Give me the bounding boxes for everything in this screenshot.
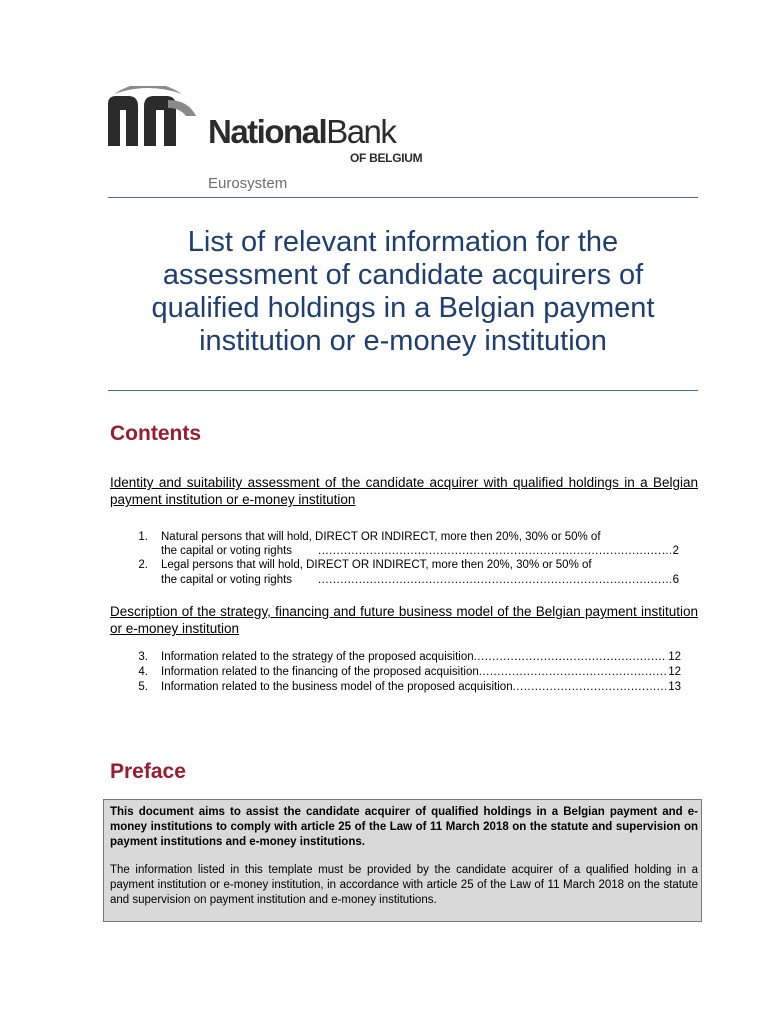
brand-name-regular: Bank [326,113,396,150]
brand-network: Eurosystem [208,175,288,192]
toc-page-number: 2 [672,545,679,557]
toc-page-number: 12 [668,651,681,663]
preface-heading: Preface [110,760,186,783]
toc-item-5[interactable] [161,680,681,694]
contents-heading: Contents [110,422,201,445]
toc-item-1-text[interactable]: Natural persons that will hold, DIRECT OR INDIRECT, more then 20%, 30% or 50% of [161,531,601,543]
toc-item-number: 2. [138,559,148,571]
toc-item-number: 4. [138,666,148,678]
toc-page-number: 13 [668,681,681,693]
title-divider [108,390,698,391]
toc-item-1-text-cont: the capital or voting rights [161,545,293,557]
brand-subtitle: OF BELGIUM [350,151,423,165]
toc-section-1-link[interactable]: Identity and suitability assessment of the candidate acquirer with qualified holdings in a Belgian payment institution or e-money institution [110,475,698,507]
toc-section-2-link[interactable]: Description of the strategy, financing and future business model of the Belgian payment institution or e-money institution [110,604,698,636]
toc-item-2-leader[interactable] [161,573,679,587]
toc-page-number: 6 [672,574,679,586]
toc-item-number: 5. [138,681,148,693]
toc-item-2-text-cont: the capital or voting rights [161,574,293,586]
nbb-logo-icon [108,86,198,146]
toc-item-3[interactable] [161,650,681,664]
toc-item-1-leader[interactable] [161,544,679,558]
toc-dot-leader [318,544,671,558]
brand-name-bold: National [208,113,327,150]
toc-item-5-text: Information related to the business model of the proposed acquisition [161,681,513,693]
toc-dot-leader [318,573,671,587]
toc-page-number: 12 [668,666,681,678]
toc-item-number: 3. [138,651,148,663]
toc-item-3-text: Information related to the strategy of the proposed acquisition [161,651,474,663]
document-title-line: institution or e-money institution [199,325,607,357]
document-title-line: qualified holdings in a Belgian payment [151,292,655,324]
preface-bold-paragraph: This document aims to assist the candidate acquirer of qualified holdings in a Belgian payment and e-money institutions to comply with article 25 of the Law of 11 March 2018 on the statute and supervision on payment institutions and e-money institutions. [110,806,698,848]
toc-dot-leader [474,650,667,664]
preface-paragraph: The information listed in this template must be provided by the candidate acquirer of a qualified holding in a payment institution or e-money institution, in accordance with article 25 of the Law of 11 March 2018 on the statute and supervision on payment institution and e-money institutions. [110,864,698,906]
toc-dot-leader [479,665,666,679]
document-title-line: List of relevant information for the [187,226,619,258]
toc-item-4-text: Information related to the financing of the proposed acquisition [161,666,479,678]
toc-item-number: 1. [138,531,148,543]
toc-item-2-text[interactable]: Legal persons that will hold, DIRECT OR INDIRECT, more then 20%, 30% or 50% of [161,559,592,571]
document-title-line: assessment of candidate acquirers of [162,259,644,291]
top-divider [108,197,698,198]
document-title [108,226,698,358]
toc-dot-leader [513,680,667,694]
toc-item-4[interactable] [161,665,681,679]
brand-name [208,114,395,150]
